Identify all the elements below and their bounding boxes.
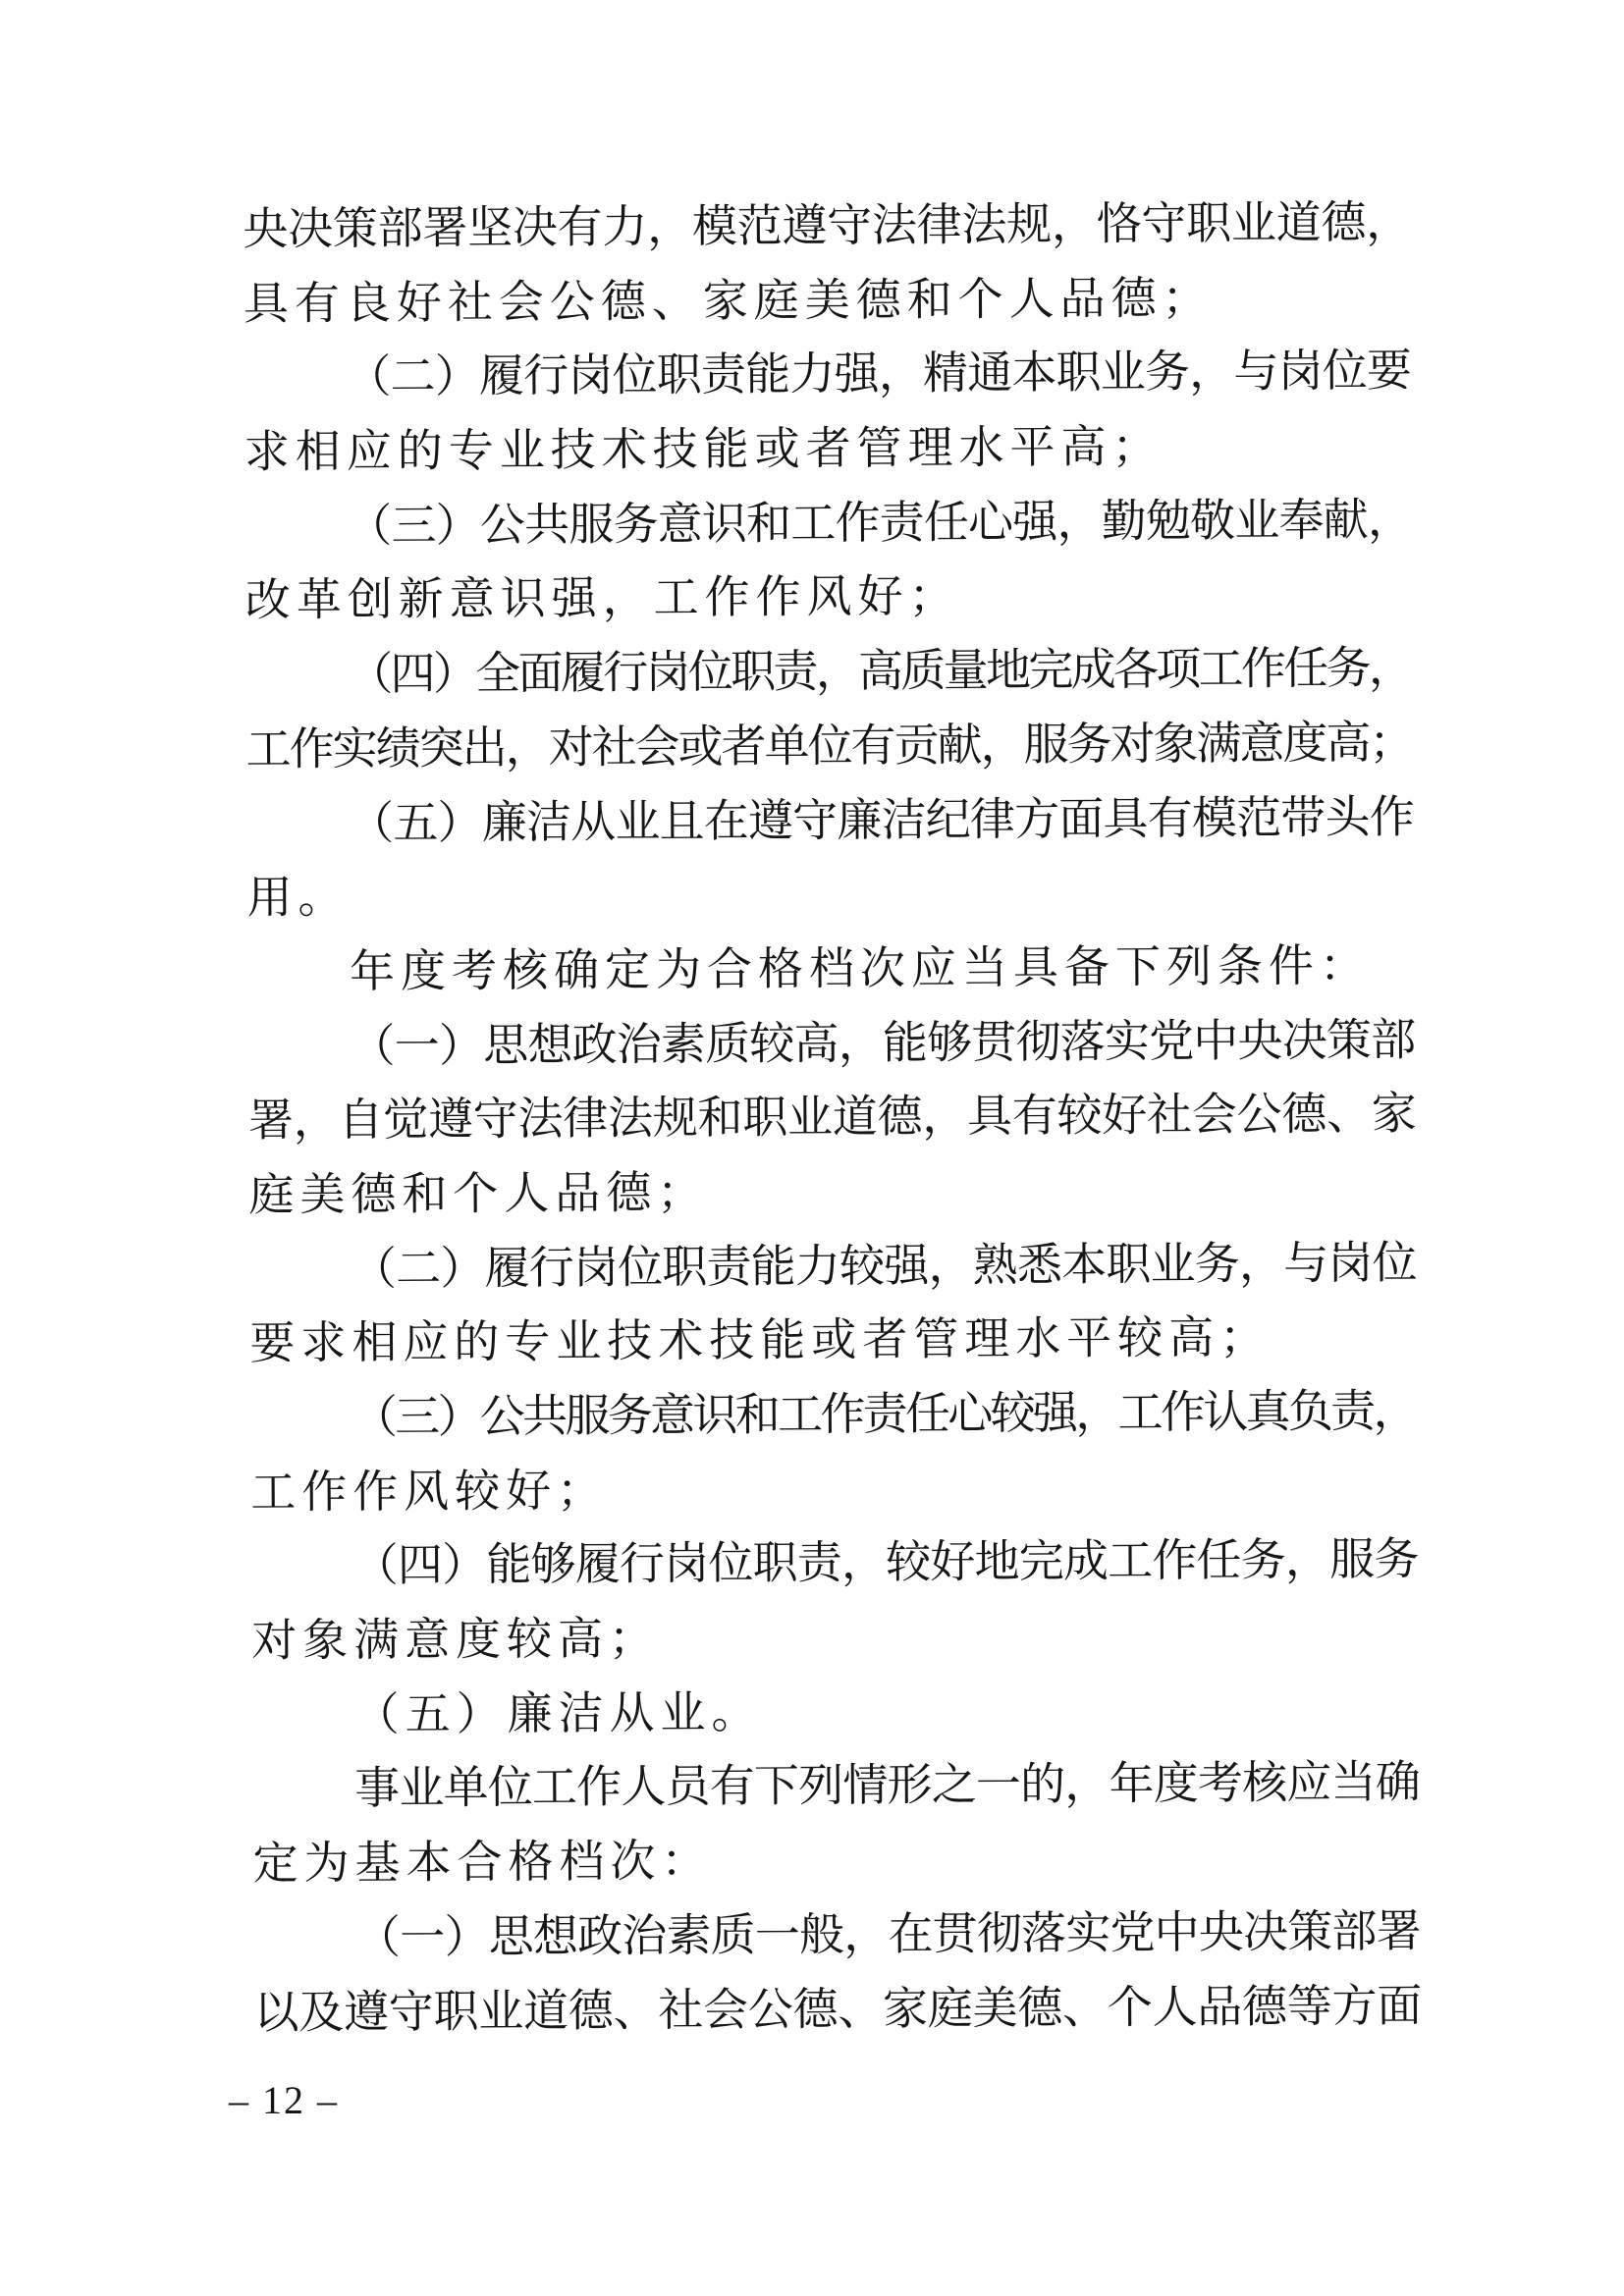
text-line: 年度考核确定为合格档次应当具备下列条件： (349, 939, 1372, 997)
text-line: 要求相应的专业技术技能或者管理水平较高； (249, 1311, 1272, 1369)
text-line: 具有良好社会公德、家庭美德和个人品德； (243, 272, 1214, 329)
text-line: （二）履行岗位职责能力强，精通本职业务，与岗位要 (346, 346, 1412, 402)
text-line: 对象满意度较高； (251, 1613, 661, 1667)
text-line: 工作作风较好； (250, 1465, 609, 1518)
text-line: 事业单位工作人员有下列情形之一的，年度考核应当确 (354, 1757, 1421, 1814)
text-line: （五）廉洁从业且在遵守廉洁纪律方面具有模范带头作 (348, 791, 1415, 848)
text-line: 央决策部署坚决有力，模范遵守法律法规，恪守职业道德， (243, 196, 1412, 255)
document-body (243, 186, 1423, 2050)
text-line: 工作实绩突出，对社会或者单位有贡献，服务对象满意度高； (245, 717, 1413, 774)
text-line: 改革创新意识强，工作作风好； (244, 571, 960, 626)
text-line: 庭美德和个人品德； (248, 1167, 709, 1220)
text-line: 以及遵守职业道德、社会公德、家庭美德、个人品德等方面 (253, 1980, 1423, 2038)
text-line: （三）公共服务意识和工作责任心较强，工作认真负责， (352, 1385, 1416, 1443)
text-line: （三）公共服务意识和工作责任心强，勤勉敬业奉献， (347, 494, 1413, 552)
text-line: （一）思想政治素质较高，能够贯彻落实党中央决策部 (350, 1014, 1416, 1071)
text-line: 定为基本合格档次： (252, 1836, 713, 1890)
text-line: （四）能够履行岗位职责，较好地完成工作任务，服务 (352, 1534, 1419, 1591)
text-line: 求相应的专业技术技能或者管理水平高； (244, 421, 1164, 478)
text-line: 用。 (246, 872, 350, 924)
text-line: （二）履行岗位职责能力较强，熟悉本职业务，与岗位 (351, 1237, 1417, 1294)
text-line: （五）廉洁从业。 (353, 1686, 763, 1740)
text-line: （一）思想政治素质一般，在贯彻落实党中央决策部署 (354, 1905, 1422, 1963)
text-line: 署，自觉遵守法律法规和职业道德，具有较好社会公德、家 (247, 1088, 1417, 1147)
page-number: – 12 – (229, 2078, 339, 2122)
text-line: （四）全面履行岗位职责，高质量地完成各项工作任务， (348, 642, 1412, 700)
